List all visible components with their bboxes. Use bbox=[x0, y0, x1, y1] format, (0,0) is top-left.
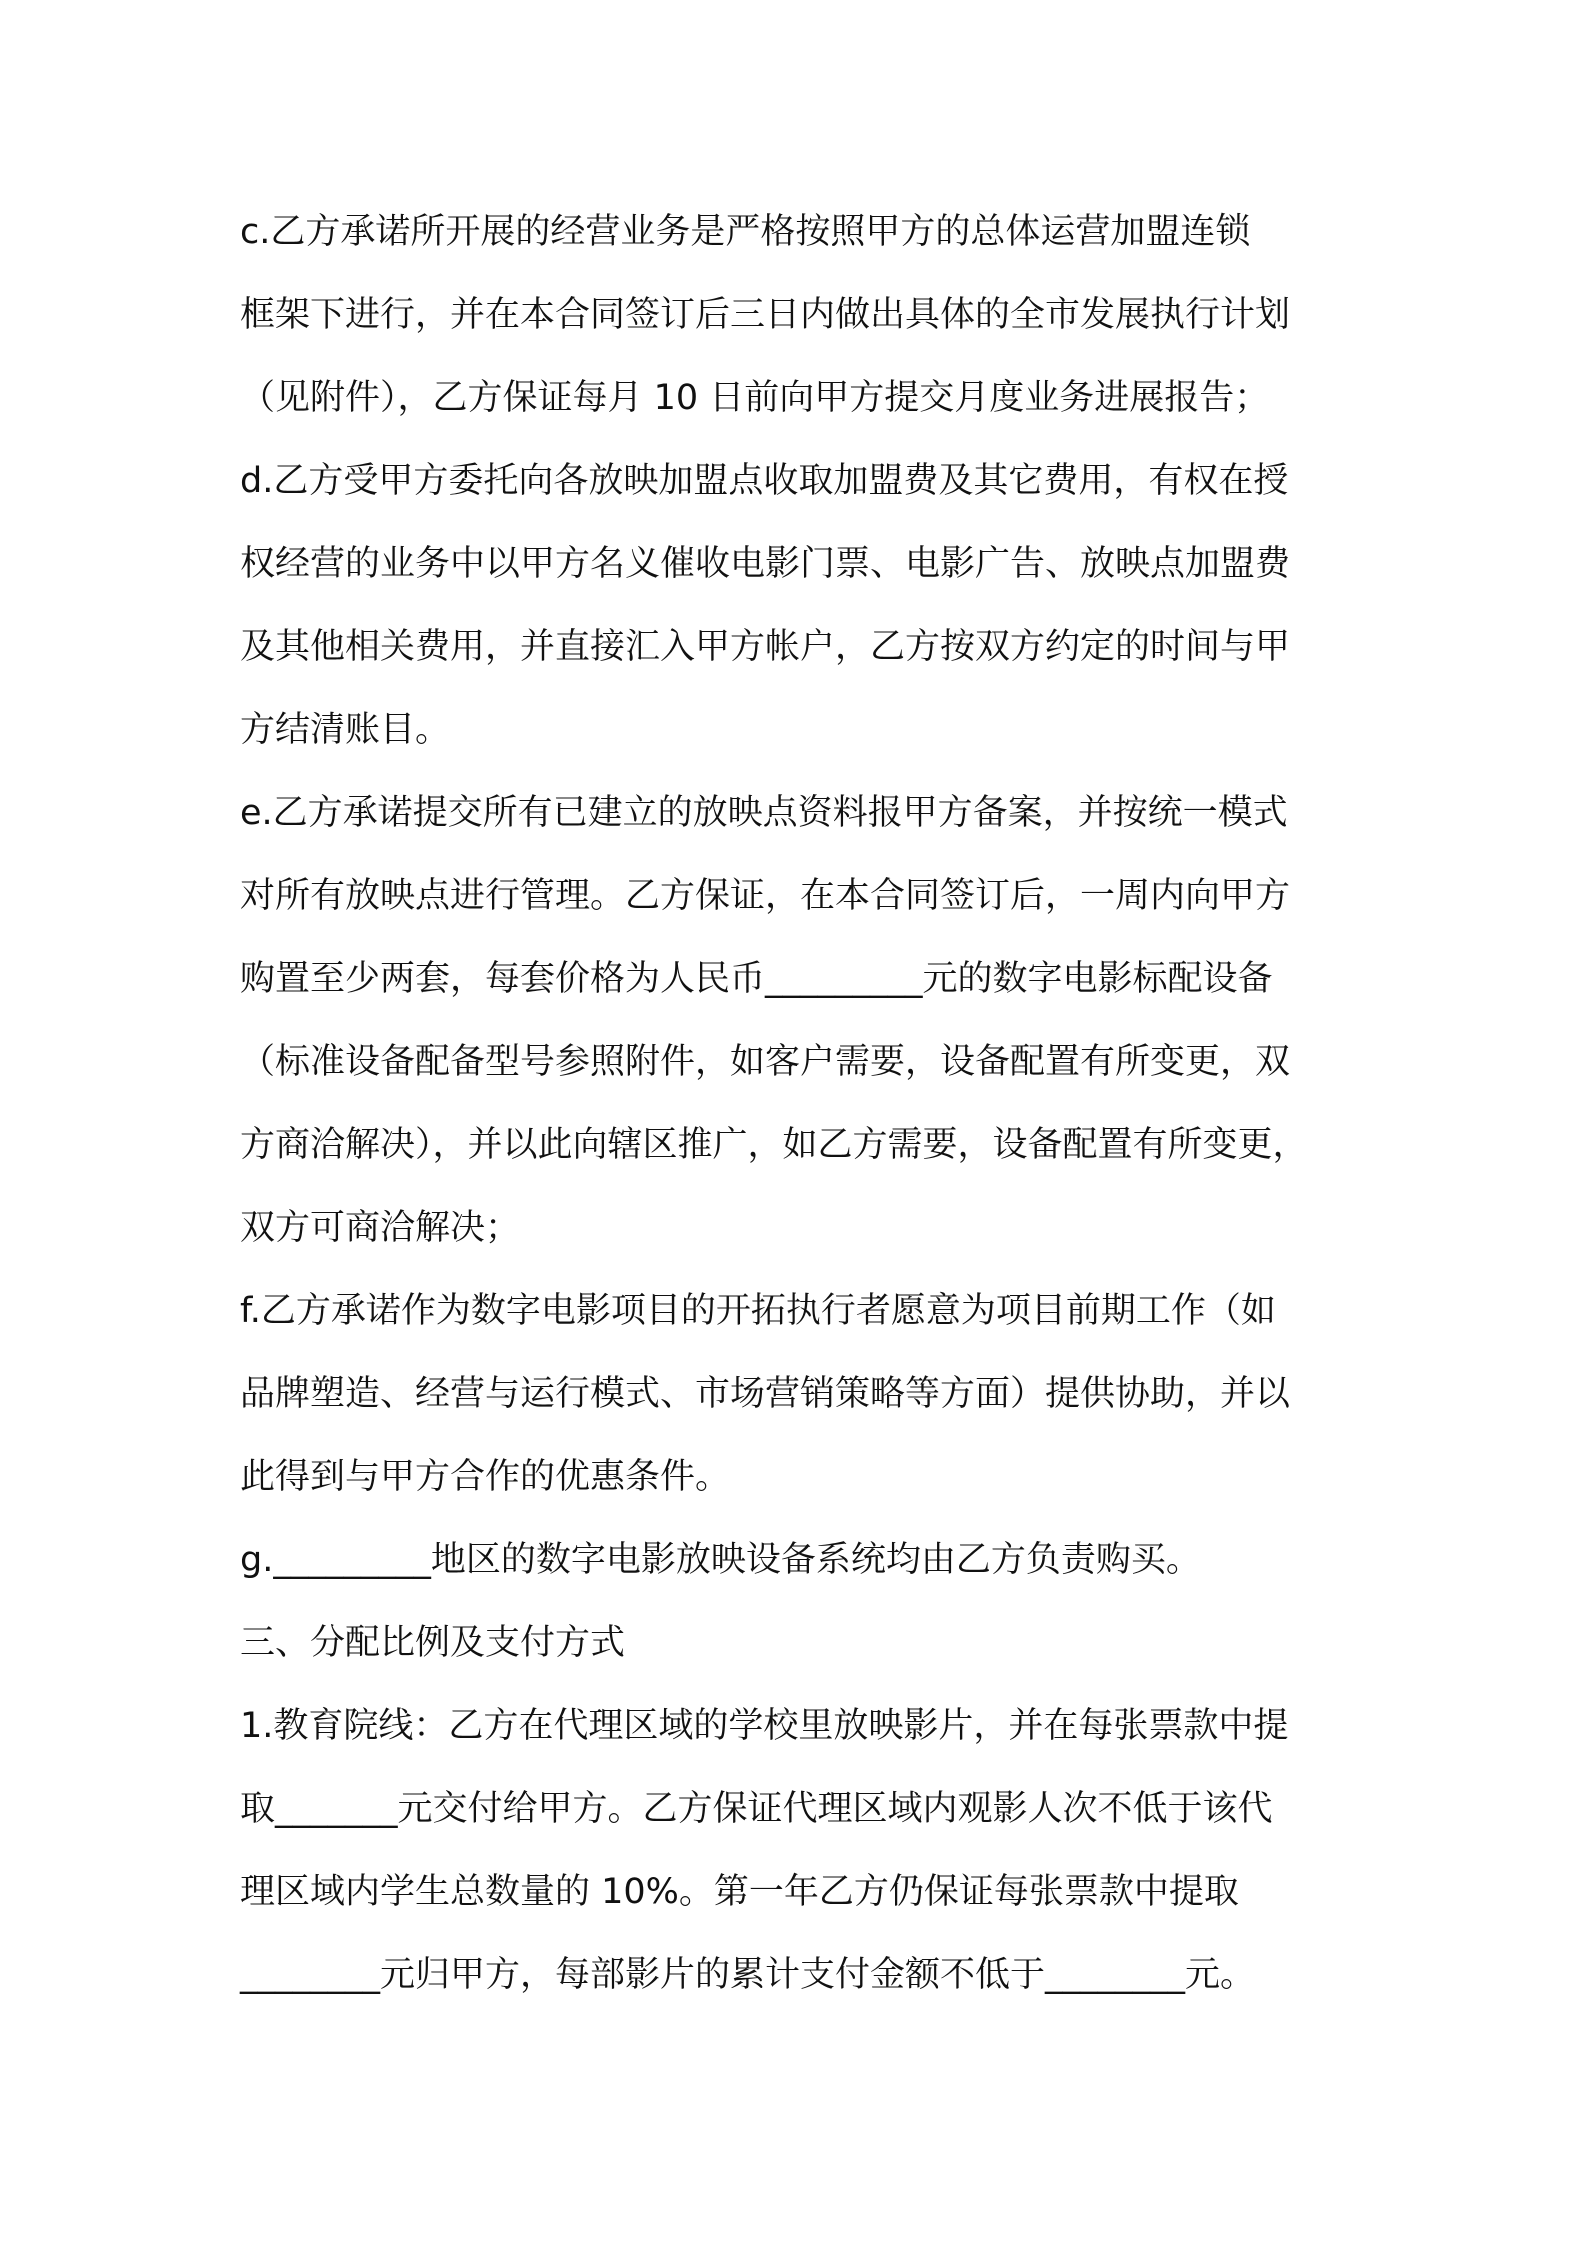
text-line: f.乙方承诺作为数字电影项目的开拓执行者愿意为项目前期工作（如 bbox=[240, 1291, 1276, 1331]
text-line: 1.教育院线：乙方在代理区域的学校里放映影片，并在每张票款中提 bbox=[240, 1706, 1289, 1746]
text-line: 及其他相关费用，并直接汇入甲方帐户，乙方按双方约定的时间与甲 bbox=[240, 627, 1291, 667]
text-line: 双方可商洽解决； bbox=[240, 1208, 521, 1248]
text-line: c.乙方承诺所开展的经营业务是严格按照甲方的总体运营加盟连锁 bbox=[240, 212, 1251, 252]
text-line: 方商洽解决），并以此向辖区推广，如乙方需要，设备配置有所变更， bbox=[240, 1125, 1308, 1165]
text-line: e.乙方承诺提交所有已建立的放映点资料报甲方备案，并按统一模式 bbox=[240, 793, 1288, 833]
text-line: 此得到与甲方合作的优惠条件。 bbox=[240, 1457, 731, 1497]
text-line: （标准设备配备型号参照附件，如客户需要，设备配置有所变更，双 bbox=[240, 1042, 1291, 1082]
text-line: 方结清账目。 bbox=[240, 710, 451, 750]
text-line: d.乙方受甲方委托向各放映加盟点收取加盟费及其它费用，有权在授 bbox=[240, 461, 1289, 501]
text-line: 购置至少两套，每套价格为人民币_________元的数字电影标配设备 bbox=[240, 959, 1273, 999]
text-line: 理区域内学生总数量的 10%。第一年乙方仍保证每张票款中提取 bbox=[240, 1872, 1239, 1912]
text-line: 框架下进行，并在本合同签订后三日内做出具体的全市发展执行计划 bbox=[240, 295, 1291, 335]
text-line: 品牌塑造、经营与运行模式、市场营销策略等方面）提供协助，并以 bbox=[240, 1374, 1291, 1414]
text-line: g._________地区的数字电影放映设备系统均由乙方负责购买。 bbox=[240, 1540, 1201, 1580]
section-heading: 三、分配比例及支付方式 bbox=[240, 1623, 626, 1663]
text-line: （见附件），乙方保证每月 10 日前向甲方提交月度业务进展报告； bbox=[240, 378, 1270, 418]
text-line: 取_______元交付给甲方。乙方保证代理区域内观影人次不低于该代 bbox=[240, 1789, 1273, 1829]
text-line: 权经营的业务中以甲方名义催收电影门票、电影广告、放映点加盟费 bbox=[240, 544, 1291, 584]
text-line: 对所有放映点进行管理。乙方保证，在本合同签订后，一周内向甲方 bbox=[240, 876, 1291, 916]
text-line: ________元归甲方，每部影片的累计支付金额不低于________元。 bbox=[240, 1955, 1256, 1995]
